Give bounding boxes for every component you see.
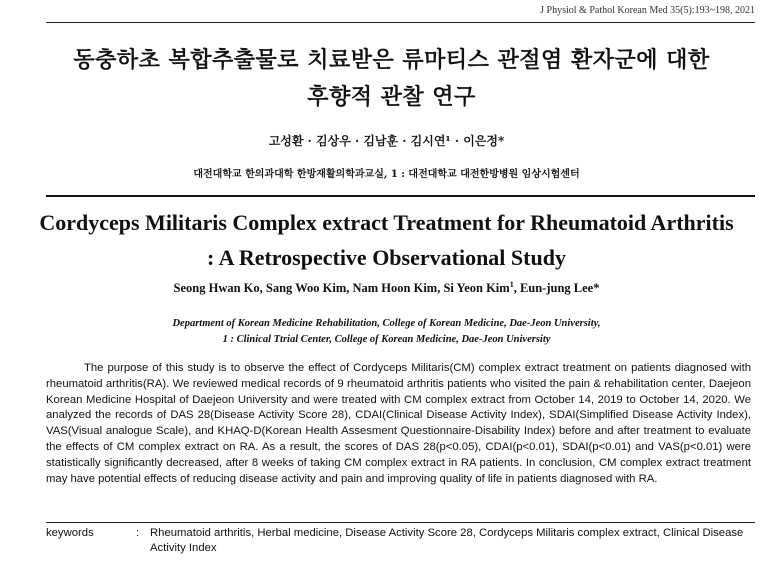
english-affiliation-line2: 1 : Clinical Ttrial Center, College of Korean Medicine, Dae-Jeon University: [222, 334, 551, 345]
korean-title-line2: 후향적 관찰 연구: [307, 84, 476, 110]
keywords-separator: :: [136, 527, 140, 539]
title-divider: [46, 195, 755, 197]
abstract-text: The purpose of this study is to observe the effect of Cordyceps Militaris(CM) complex extract treatment on patients diagnosed with rheumatoid arthritis(RA). We reviewed medical records of 9 rheumatoid arthritis patients who visited the pain & rehabilitation center, Daejeon Korean Medicine Hospital of Daejeon University and were treated with CM complex extract from October 14, 2019 to October 14, 2020. We analyzed the records of DAS 28(Disease Activity Score 28), CDAI(Clinical Disease Activity Index), SDAI(Simplified Disease Activity Index), VAS(Visual analogue Scale), and KHAQ-D(Korean Health Assesment Questionnaire-Disability Index) before and after treatment to evaluate the effects of CM complex extract on RA. As a result, the scores of DAS 28(p<0.05), CDAI(p<0.01), SDAI(p<0.01) and VAS(p<0.01) were statistically significantly decreased, after 8 weeks of taking CM complex extract in RA patients. In conclusion, CM complex extract treatment may have potential effects of reducing disease activity and pain and improving quality of life in patients diagnosed with RA.: [46, 362, 751, 485]
keywords-top-rule: [46, 522, 755, 523]
keywords-label: keywords: [46, 527, 94, 539]
korean-affiliation: 대전대학교 한의과대학 한방재활의학과교실, 1 : 대전대학교 대전한방병원 임상시험센터: [193, 169, 580, 180]
english-affiliation-line1: Department of Korean Medicine Rehabilitation, College of Korean Medicine, Dae-Jeon University,: [172, 318, 601, 329]
journal-reference: J Physiol & Pathol Korean Med 35(5):193~198, 2021: [540, 5, 755, 16]
english-title-line2: : A Retrospective Observational Study: [207, 245, 566, 270]
keywords-block: [46, 526, 751, 556]
korean-authors: 고성환 · 김상우 · 김남훈 · 김시연¹ · 이은정*: [268, 134, 505, 148]
english-affiliation: [0, 316, 773, 348]
korean-title-line1: 동충하초 복합추출물로 치료받은 류마티스 관절염 환자군에 대한: [73, 47, 710, 73]
english-authors: [0, 280, 773, 296]
english-title: [20, 205, 753, 275]
header-rule: [46, 22, 755, 23]
keywords-text: Rheumatoid arthritis, Herbal medicine, Disease Activity Score 28, Cordyceps Militaris complex extract, Clinical Disease Activity Index: [150, 527, 744, 554]
english-authors-main: Seong Hwan Ko, Sang Woo Kim, Nam Hoon Kim, Si Yeon Kim: [173, 281, 510, 296]
affiliation-marker: 1: [509, 280, 514, 289]
english-authors-last: , Eun-jung Lee*: [513, 281, 600, 296]
english-title-line1: Cordyceps Militaris Complex extract Treatment for Rheumatoid Arthritis: [39, 210, 734, 235]
korean-title: [30, 42, 753, 116]
